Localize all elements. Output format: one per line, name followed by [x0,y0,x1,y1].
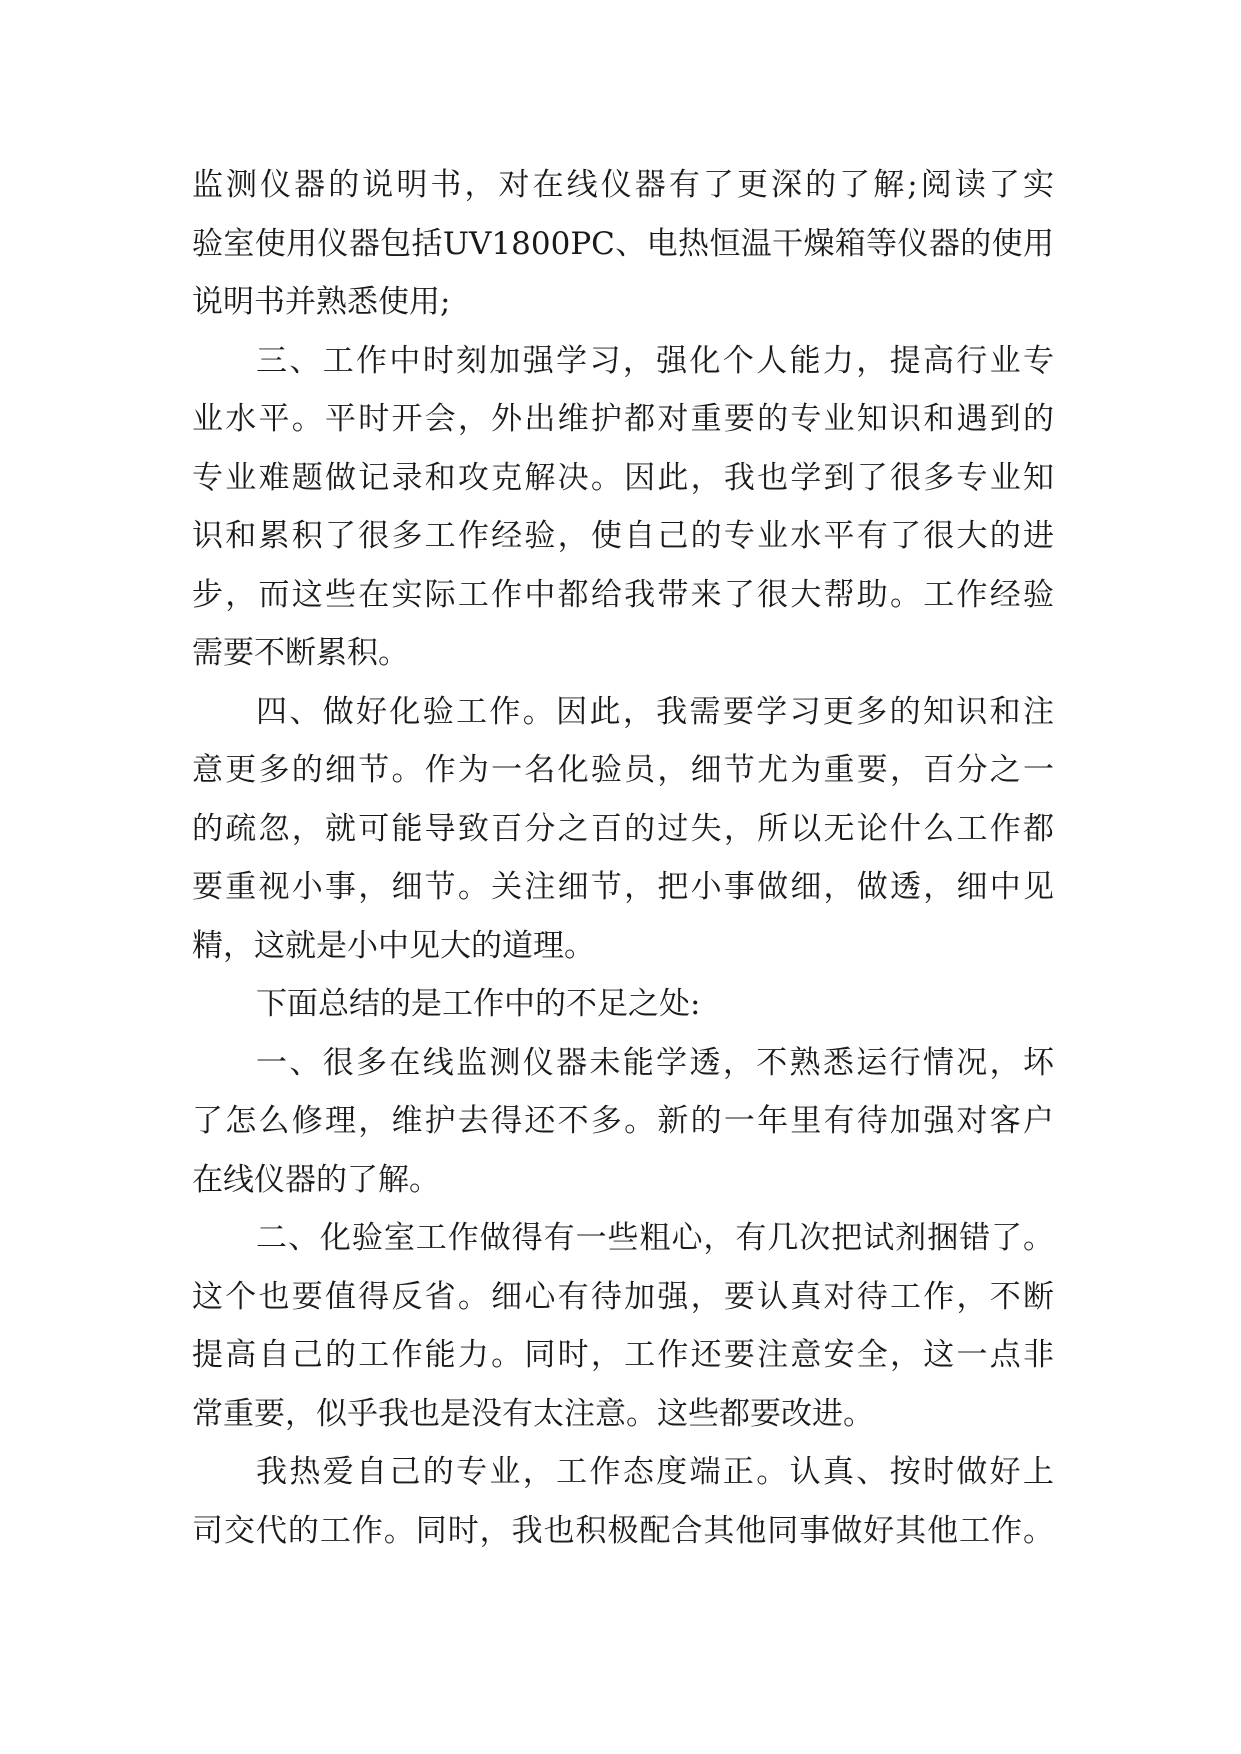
text-line: 业水平。平时开会，外出维护都对重要的专业知识和遇到的 [192,401,1054,437]
text-line: 三、工作中时刻加强学习，强化个人能力，提高行业专 [256,342,1054,379]
paragraph [192,332,1054,683]
text-line: 精，这就是小中见大的道理。 [192,927,595,964]
text-line: 二、化验室工作做得有一些粗心，有几次把试剂捆错了。 [256,1220,1054,1256]
text-line: 四、做好化验工作。因此，我需要学习更多的知识和注 [256,693,1054,730]
text-line: 在线仪器的了解。 [192,1161,440,1198]
text-line: 的疏忽，就可能导致百分之百的过失，所以无论什么工作都 [192,810,1054,847]
text-line: 说明书并熟悉使用; [192,284,451,320]
text-line: 司交代的工作。同时，我也积极配合其他同事做好其他工作。 [192,1512,1054,1549]
document-body [192,156,1054,1560]
text-line: 意更多的细节。作为一名化验员，细节尤为重要，百分之一 [192,752,1054,788]
text-line: 步，而这些在实际工作中都给我带来了很大帮助。工作经验 [192,576,1054,613]
text-line: 下面总结的是工作中的不足之处: [256,986,701,1022]
text-line: 了怎么修理，维护去得还不多。新的一年里有待加强对客户 [192,1103,1054,1139]
text-line: 要重视小事，细节。关注细节，把小事做细，做透，细中见 [192,869,1054,905]
paragraph [192,683,1054,976]
text-line: 验室使用仪器包括UV1800PC、电热恒温干燥箱等仪器的使用 [192,225,1054,262]
text-line: 监测仪器的说明书，对在线仪器有了更深的了解;阅读了实 [192,167,1054,203]
text-line: 这个也要值得反省。细心有待加强，要认真对待工作，不断 [192,1278,1054,1315]
text-line: 专业难题做记录和攻克解决。因此，我也学到了很多专业知 [192,459,1054,496]
paragraph [192,1209,1054,1443]
paragraph [192,975,1054,1034]
text-line: 我热爱自己的专业，工作态度端正。认真、按时做好上 [256,1454,1054,1490]
text-line: 需要不断累积。 [192,635,409,671]
paragraph [192,1443,1054,1560]
text-line: 提高自己的工作能力。同时，工作还要注意安全，这一点非 [192,1337,1054,1373]
text-line: 识和累积了很多工作经验，使自己的专业水平有了很大的进 [192,518,1054,554]
paragraph [192,156,1054,332]
text-line: 一、很多在线监测仪器未能学透，不熟悉运行情况，坏 [256,1044,1054,1081]
paragraph [192,1034,1054,1210]
text-line: 常重要，似乎我也是没有太注意。这些都要改进。 [192,1395,874,1432]
